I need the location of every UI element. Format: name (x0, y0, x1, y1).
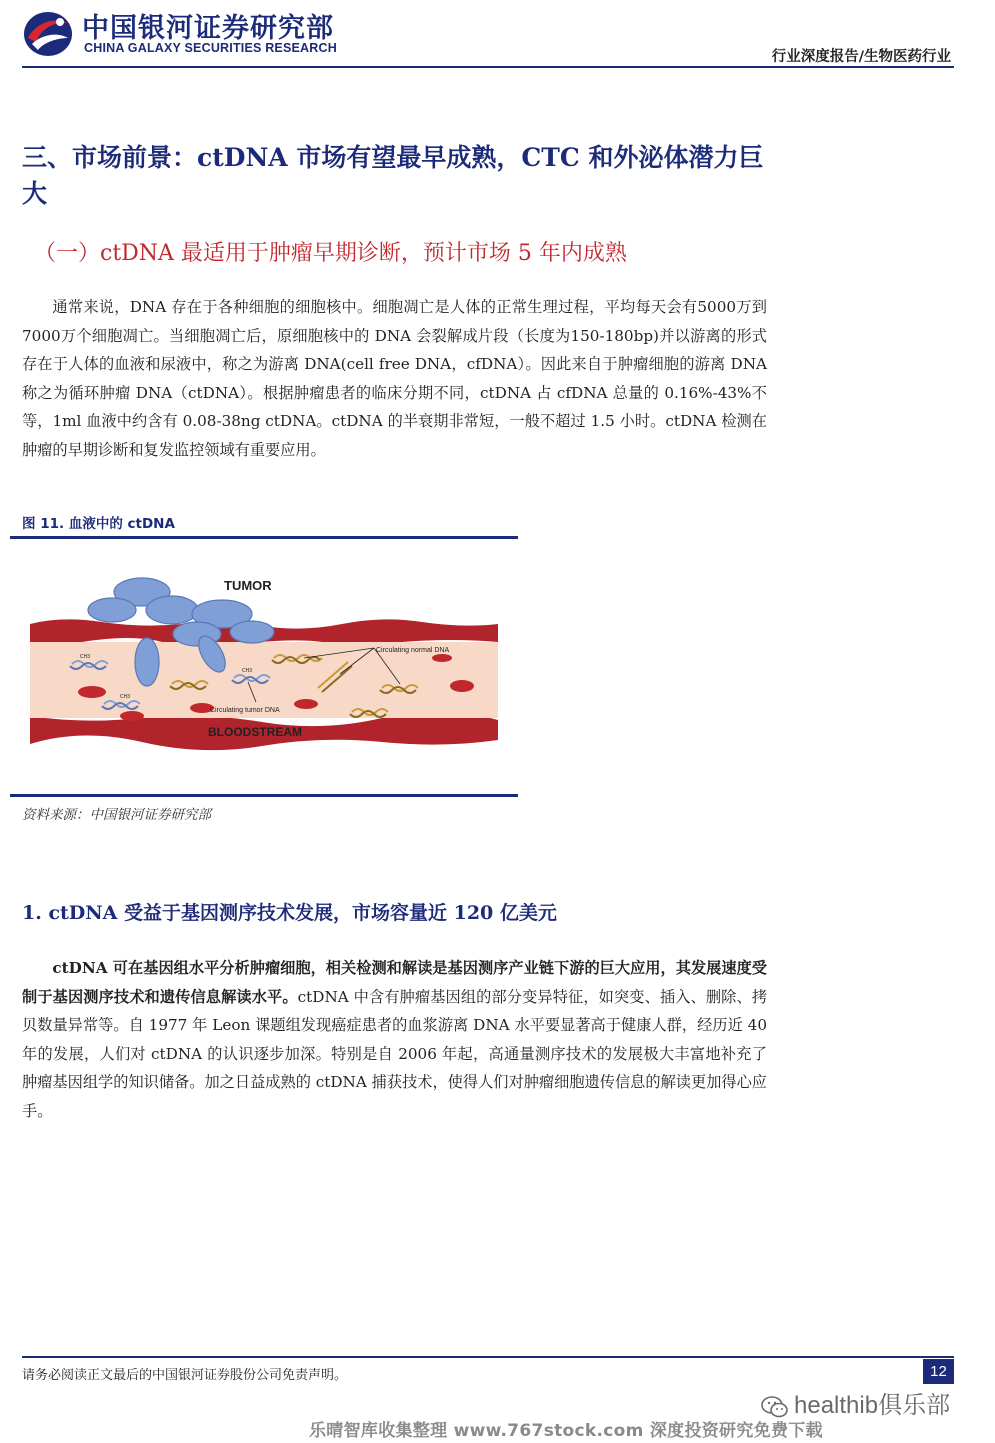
wechat-watermark (760, 1385, 950, 1420)
figure-caption: 图 11. 血液中的 ctDNA (22, 516, 175, 532)
methyl-label: CH3 (80, 654, 91, 660)
download-watermark: 乐晴智库收集整理 www.767stock.com 深度投资研究免费下载 (309, 1421, 823, 1441)
sub-heading: 1. ctDNA 受益于基因测序技术发展，市场容量近 120 亿美元 (22, 902, 557, 924)
paragraph-text (22, 954, 767, 1126)
figure-bottom-divider (10, 794, 518, 797)
brand-name-cn: 中国银河证券研究部 (82, 13, 334, 44)
footer-divider (22, 1356, 954, 1358)
figure-source: 资料来源：中国银河证券研究部 (22, 807, 211, 823)
paragraph-text: 通常来说，DNA 存在于各种细胞的细胞核中。细胞凋亡是人体的正常生理过程，平均每天会有5000万到7000万个细胞凋亡。当细胞凋亡后，原细胞核中的 DNA 会裂解成片段（长度为150-180bp)并以游离的形式存在于人体的血液和尿液中，称之为游离 DNA(cell free DNA，cfDNA）。因此来自于肿瘤细胞的游离 DNA 称之为循环肿瘤 DNA（ctDNA）。根据肿瘤患者的临床分期不同，ctDNA 占 cfDNA 总量的 0.16%-43%不等，1ml 血液中约含有 0.08-38ng ctDNA。ctDNA 的半衰期非常短，一般不超过 1.5 小时。ctDNA 检测在肿瘤的早期诊断和复发监控领域有重要应用。 (22, 298, 767, 459)
tumor-dna-label: Circulating tumor DNA (210, 707, 280, 714)
report-type-label: 行业深度报告/生物医药行业 (771, 49, 951, 65)
normal-dna-label: Circulating normal DNA (376, 647, 450, 654)
body-paragraph-2 (22, 954, 767, 1126)
paragraph-lead-bold: ctDNA 可在基因组水平分析肿瘤细胞，相关检测和解读是基因测序产业链下游的巨大应用，其发展速度受制于基因测序技术和遗传信息解读水平。 (22, 959, 767, 1006)
footer-disclaimer: 请务必阅读正文最后的中国银河证券股份公司免责声明。 (22, 1368, 348, 1383)
figure-top-divider (10, 536, 518, 539)
galaxy-logo-icon (22, 8, 74, 58)
body-paragraph-1 (22, 293, 767, 465)
bloodstream-label: BLOODSTREAM (208, 725, 302, 739)
subsection-title: （一）ctDNA 最适用于肿瘤早期诊断，预计市场 5 年内成熟 (34, 241, 627, 266)
paragraph-rest: ctDNA 中含有肿瘤基因组的部分变异特征，如突变、插入、删除、拷贝数量异常等。自 1977 年 Leon 课题组发现癌症患者的血浆游离 DNA 水平要显著高于健康人群，经历近 40 年的发展，人们对 ctDNA 的认识逐步加深。特别是自 2006 年起，高通量测序技术的发展极大丰富地补充了肿瘤基因组学的知识储备。加之日益成熟的 ctDNA 捕获技术，使得人们对肿瘤细胞遗传信息的解读更加得心应手。 (22, 987, 768, 1120)
blood-vessel-ctdna-illustration (22, 566, 506, 766)
section-title: 三、市场前景：ctDNA 市场有望最早成熟，CTC 和外泌体潜力巨大 (22, 143, 764, 208)
header-divider (22, 66, 954, 68)
page-number: 12 (923, 1359, 954, 1384)
wechat-watermark-text: healthib俱乐部 (794, 1392, 951, 1419)
brand-name-en: CHINA GALAXY SECURITIES RESEARCH (84, 41, 337, 55)
methyl-label: CH3 (242, 668, 253, 674)
tumor-label: TUMOR (224, 578, 272, 593)
methyl-label: CH3 (120, 694, 131, 700)
